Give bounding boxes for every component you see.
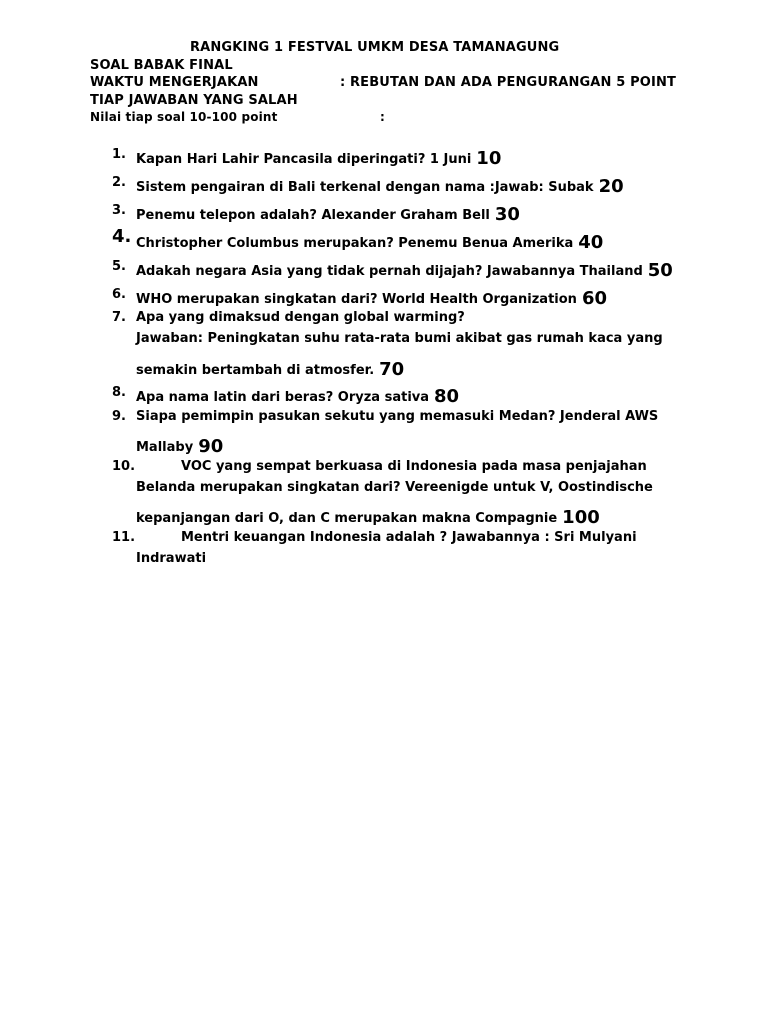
header-line-tiap: TIAP JAWABAN YANG SALAH xyxy=(90,93,298,108)
question-number: 4. xyxy=(112,226,132,247)
document-title: RANGKING 1 FESTVAL UMKM DESA TAMANAGUNG xyxy=(190,40,560,55)
question-line: Apa yang dimaksud dengan global warming? xyxy=(136,310,465,325)
question-number: 1. xyxy=(112,147,126,162)
question-number: 10. xyxy=(112,459,136,474)
question-number: 2. xyxy=(112,175,126,190)
question-line: WHO merupakan singkatan dari? World Health Organization xyxy=(136,292,577,307)
question-text xyxy=(136,175,624,196)
question-points: 50 xyxy=(647,260,673,281)
question-text xyxy=(136,435,223,456)
question-number: 7. xyxy=(112,310,126,325)
question-line: Adakah negara Asia yang tidak pernah dijajah? Jawabannya Thailand xyxy=(136,264,643,279)
question-text xyxy=(136,259,673,280)
question-number: 6. xyxy=(112,287,126,302)
question-line: Mallaby xyxy=(136,440,194,455)
question-line: semakin bertambah di atmosfer. xyxy=(136,363,375,378)
question-points: 100 xyxy=(562,507,600,528)
question-line: Siapa pemimpin pasukan sekutu yang memasuki Medan? Jenderal AWS xyxy=(136,409,659,424)
question-line: VOC yang sempat berkuasa di Indonesia pada masa penjajahan xyxy=(181,459,647,474)
question-text xyxy=(136,358,404,379)
question-text xyxy=(136,203,520,224)
question-line: Mentri keuangan Indonesia adalah ? Jawabannya : Sri Mulyani xyxy=(181,530,637,545)
question-line: Jawaban: Peningkatan suhu rata-rata bumi akibat gas rumah kaca yang xyxy=(136,331,663,346)
question-text xyxy=(136,506,600,527)
question-points: 80 xyxy=(434,386,460,407)
question-line: Apa nama latin dari beras? Oryza sativa xyxy=(136,390,430,405)
question-line: Christopher Columbus merupakan? Penemu Benua Amerika xyxy=(136,236,574,251)
question-points: 60 xyxy=(581,288,607,309)
question-points: 10 xyxy=(476,148,502,169)
question-text xyxy=(136,385,459,406)
header-line-waktu-value: : REBUTAN DAN ADA PENGURANGAN 5 POINT xyxy=(340,75,676,90)
question-line: Belanda merupakan singkatan dari? Vereenigde untuk V, Oostindische xyxy=(136,480,653,495)
question-number: 8. xyxy=(112,385,126,400)
question-line: Penemu telepon adalah? Alexander Graham Bell xyxy=(136,208,490,223)
question-points: 90 xyxy=(198,436,224,457)
question-number: 5. xyxy=(112,259,126,274)
question-text xyxy=(136,231,603,252)
question-text xyxy=(136,287,607,308)
header-line-soal: SOAL BABAK FINAL xyxy=(90,58,233,73)
question-number: 9. xyxy=(112,409,126,424)
header-line-waktu-label: WAKTU MENGERJAKAN xyxy=(90,75,259,90)
header-line-nilai-value: : xyxy=(380,110,385,124)
question-points: 20 xyxy=(598,176,624,197)
question-points: 30 xyxy=(494,204,520,225)
question-line: kepanjangan dari O, dan C merupakan makna Compagnie xyxy=(136,511,558,526)
question-points: 40 xyxy=(578,232,604,253)
question-number: 11. xyxy=(112,530,136,545)
question-line: Kapan Hari Lahir Pancasila diperingati? 1 Juni xyxy=(136,152,472,167)
question-line: Indrawati xyxy=(136,551,207,566)
question-text xyxy=(136,147,501,168)
question-points: 70 xyxy=(379,359,405,380)
question-line: Sistem pengairan di Bali terkenal dengan nama :Jawab: Subak xyxy=(136,180,594,195)
header-line-nilai-label: Nilai tiap soal 10-100 point xyxy=(90,110,278,124)
question-number: 3. xyxy=(112,203,126,218)
